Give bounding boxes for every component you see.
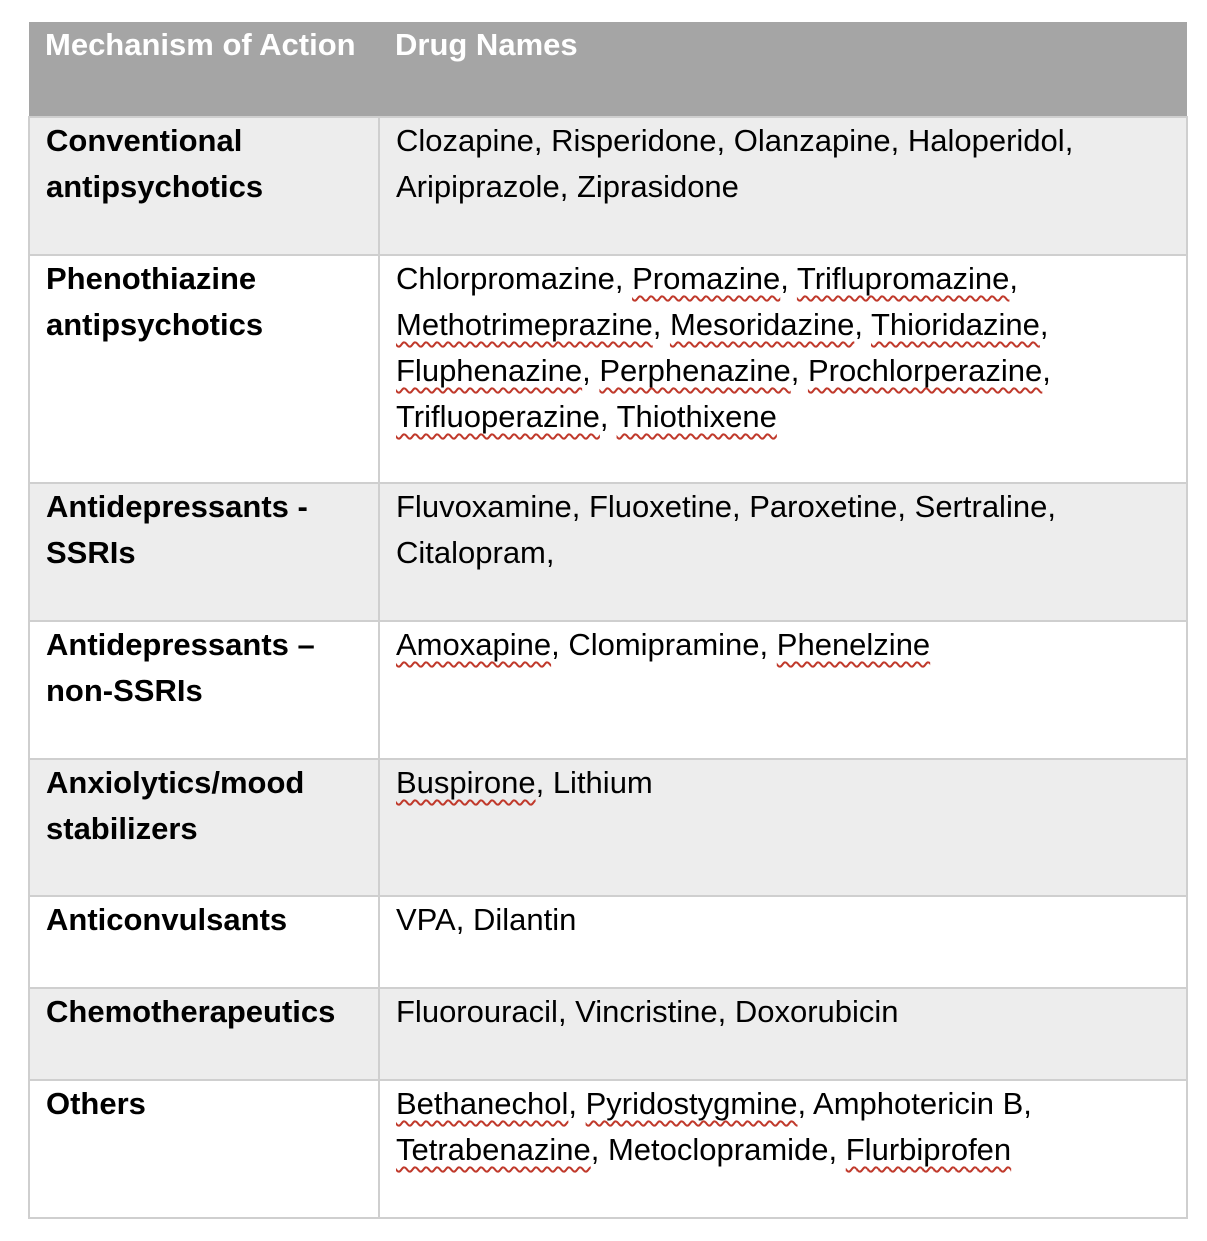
drug-name-text: Clozapine — [396, 123, 534, 158]
table-row — [29, 255, 1187, 483]
drug-name-text: , — [780, 261, 797, 296]
drug-names-cell — [379, 988, 1187, 1080]
drug-name-text: , — [790, 353, 808, 388]
mechanism-cell: Antidepressants – non-SSRIs — [29, 621, 379, 759]
drug-name-flagged: Perphenazine — [599, 353, 791, 388]
drug-name-text: , Clomipramine, — [551, 627, 777, 662]
table-row — [29, 759, 1187, 896]
mechanism-cell: Others — [29, 1080, 379, 1218]
drug-name-flagged: Buspirone — [396, 765, 536, 800]
drug-name-flagged: Thiothixene — [616, 399, 777, 434]
table-header — [29, 22, 1187, 117]
mechanism-cell: Antidepressants - SSRIs — [29, 483, 379, 621]
drug-names-cell — [379, 759, 1187, 896]
drug-name-text: Risperidone — [551, 123, 717, 158]
drug-names-cell — [379, 896, 1187, 988]
drug-name-flagged: Methotrimeprazine — [396, 307, 653, 342]
drug-name-text: Aripiprazole — [396, 169, 560, 204]
drug-name-text: , — [890, 123, 908, 158]
mechanism-cell: Phenothiazine antipsychotics — [29, 255, 379, 483]
header-row — [29, 22, 1187, 117]
table-row — [29, 621, 1187, 759]
table-row — [29, 483, 1187, 621]
drug-name-flagged: Promazine — [632, 261, 781, 296]
drug-name-text: , Amphotericin B, — [797, 1086, 1032, 1121]
drug-name-flagged: Pyridostygmine — [585, 1086, 798, 1121]
mechanism-cell: Conventional antipsychotics — [29, 117, 379, 255]
header-drug-names: Drug Names — [379, 22, 1187, 117]
drug-names-cell — [379, 255, 1187, 483]
drug-name-flagged: Fluphenazine — [396, 353, 583, 388]
table-row — [29, 1080, 1187, 1218]
drug-names-cell — [379, 117, 1187, 255]
drug-name-text: Fluorouracil, Vincristine, Doxorubicin — [396, 994, 899, 1029]
drug-name-text: , — [614, 261, 633, 296]
drug-name-text: Haloperidol — [907, 123, 1065, 158]
drug-name-flagged: Bethanechol — [396, 1086, 569, 1121]
drug-name-flagged: Tetrabenazine — [396, 1132, 591, 1167]
drug-name-text: , — [1042, 353, 1051, 388]
drug-name-text: Ziprasidone — [576, 169, 739, 204]
drug-name-text: , — [559, 169, 577, 204]
drug-name-text: , — [533, 123, 552, 158]
mechanism-cell: Chemotherapeutics — [29, 988, 379, 1080]
drug-name-flagged: Mesoridazine — [669, 307, 855, 342]
drug-name-text: , — [652, 307, 670, 342]
drug-name-flagged: Triflupromazine — [796, 261, 1010, 296]
mechanism-cell: Anticonvulsants — [29, 896, 379, 988]
drug-name-flagged: Phenelzine — [776, 627, 931, 662]
drug-name-text: , — [1064, 123, 1074, 158]
table-row — [29, 988, 1187, 1080]
drug-name-text: VPA, Dilantin — [396, 902, 577, 937]
drug-name-flagged: Flurbiprofen — [845, 1132, 1012, 1167]
drug-name-flagged: Prochlorperazine — [807, 353, 1043, 388]
drug-name-flagged: Trifluoperazine — [396, 399, 600, 434]
drug-names-cell — [379, 621, 1187, 759]
drug-name-text: , — [854, 307, 871, 342]
drug-name-flagged: Thioridazine — [871, 307, 1040, 342]
table-body — [29, 117, 1187, 1218]
drug-name-text: , Lithium — [535, 765, 653, 800]
drug-name-flagged: Amoxapine — [396, 627, 552, 662]
drug-name-text: , — [1039, 307, 1049, 342]
drug-name-text: , — [582, 353, 600, 388]
drug-name-text: , Metoclopramide, — [590, 1132, 846, 1167]
drug-names-cell — [379, 483, 1187, 621]
drug-name-text: Olanzapine — [733, 123, 891, 158]
drug-name-text: Chlorpromazine — [396, 261, 615, 296]
mechanism-cell: Anxiolytics/mood stabilizers — [29, 759, 379, 896]
table-row — [29, 117, 1187, 255]
drug-mechanism-table — [28, 22, 1188, 1219]
drug-names-cell — [379, 1080, 1187, 1218]
drug-name-text: , — [716, 123, 734, 158]
header-mechanism: Mechanism of Action — [29, 22, 379, 117]
drug-name-text: Fluvoxamine, Fluoxetine, Paroxetine, Sertraline, Citalopram, — [396, 489, 1056, 570]
drug-name-text: , — [599, 399, 617, 434]
table-row — [29, 896, 1187, 988]
drug-name-text: , — [568, 1086, 586, 1121]
drug-name-text: , — [1009, 261, 1019, 296]
